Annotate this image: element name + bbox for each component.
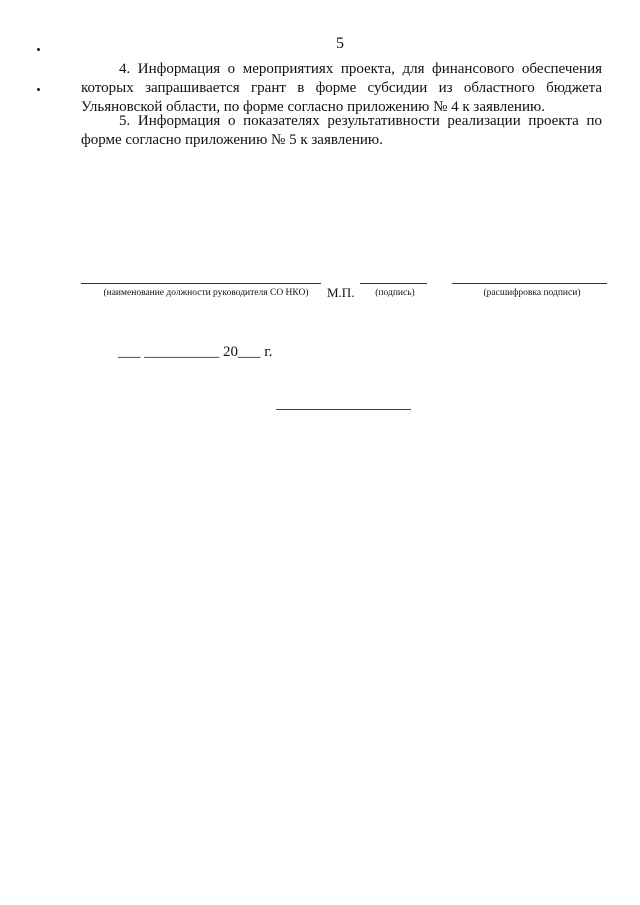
position-caption: (наименование должности руководителя СО НКО) bbox=[103, 288, 309, 298]
decoding-signature-line bbox=[452, 283, 607, 284]
date-line: ___ __________ 20___ г. bbox=[118, 344, 273, 360]
signature-caption: (подпись) bbox=[375, 288, 415, 298]
paragraph-item-4: 4. Информация о мероприятиях проекта, для финансового обеспечения которых запрашивается грант в форме субсидии из областного бюджета Ульяновской области, по форме согласно приложению № 4 к заявлению. bbox=[81, 61, 602, 115]
decoding-caption: (расшифровка подписи) bbox=[483, 288, 581, 298]
margin-mark bbox=[37, 48, 40, 51]
page-number: 5 bbox=[336, 35, 344, 52]
signature-line bbox=[360, 283, 427, 284]
position-signature-line bbox=[81, 283, 321, 284]
closing-rule bbox=[276, 409, 411, 410]
seal-mark: М.П. bbox=[327, 285, 355, 300]
margin-mark bbox=[37, 88, 40, 91]
paragraph-item-5: 5. Информация о показателях результативности реализации проекта по форме согласно приложению № 5 к заявлению. bbox=[81, 113, 602, 148]
